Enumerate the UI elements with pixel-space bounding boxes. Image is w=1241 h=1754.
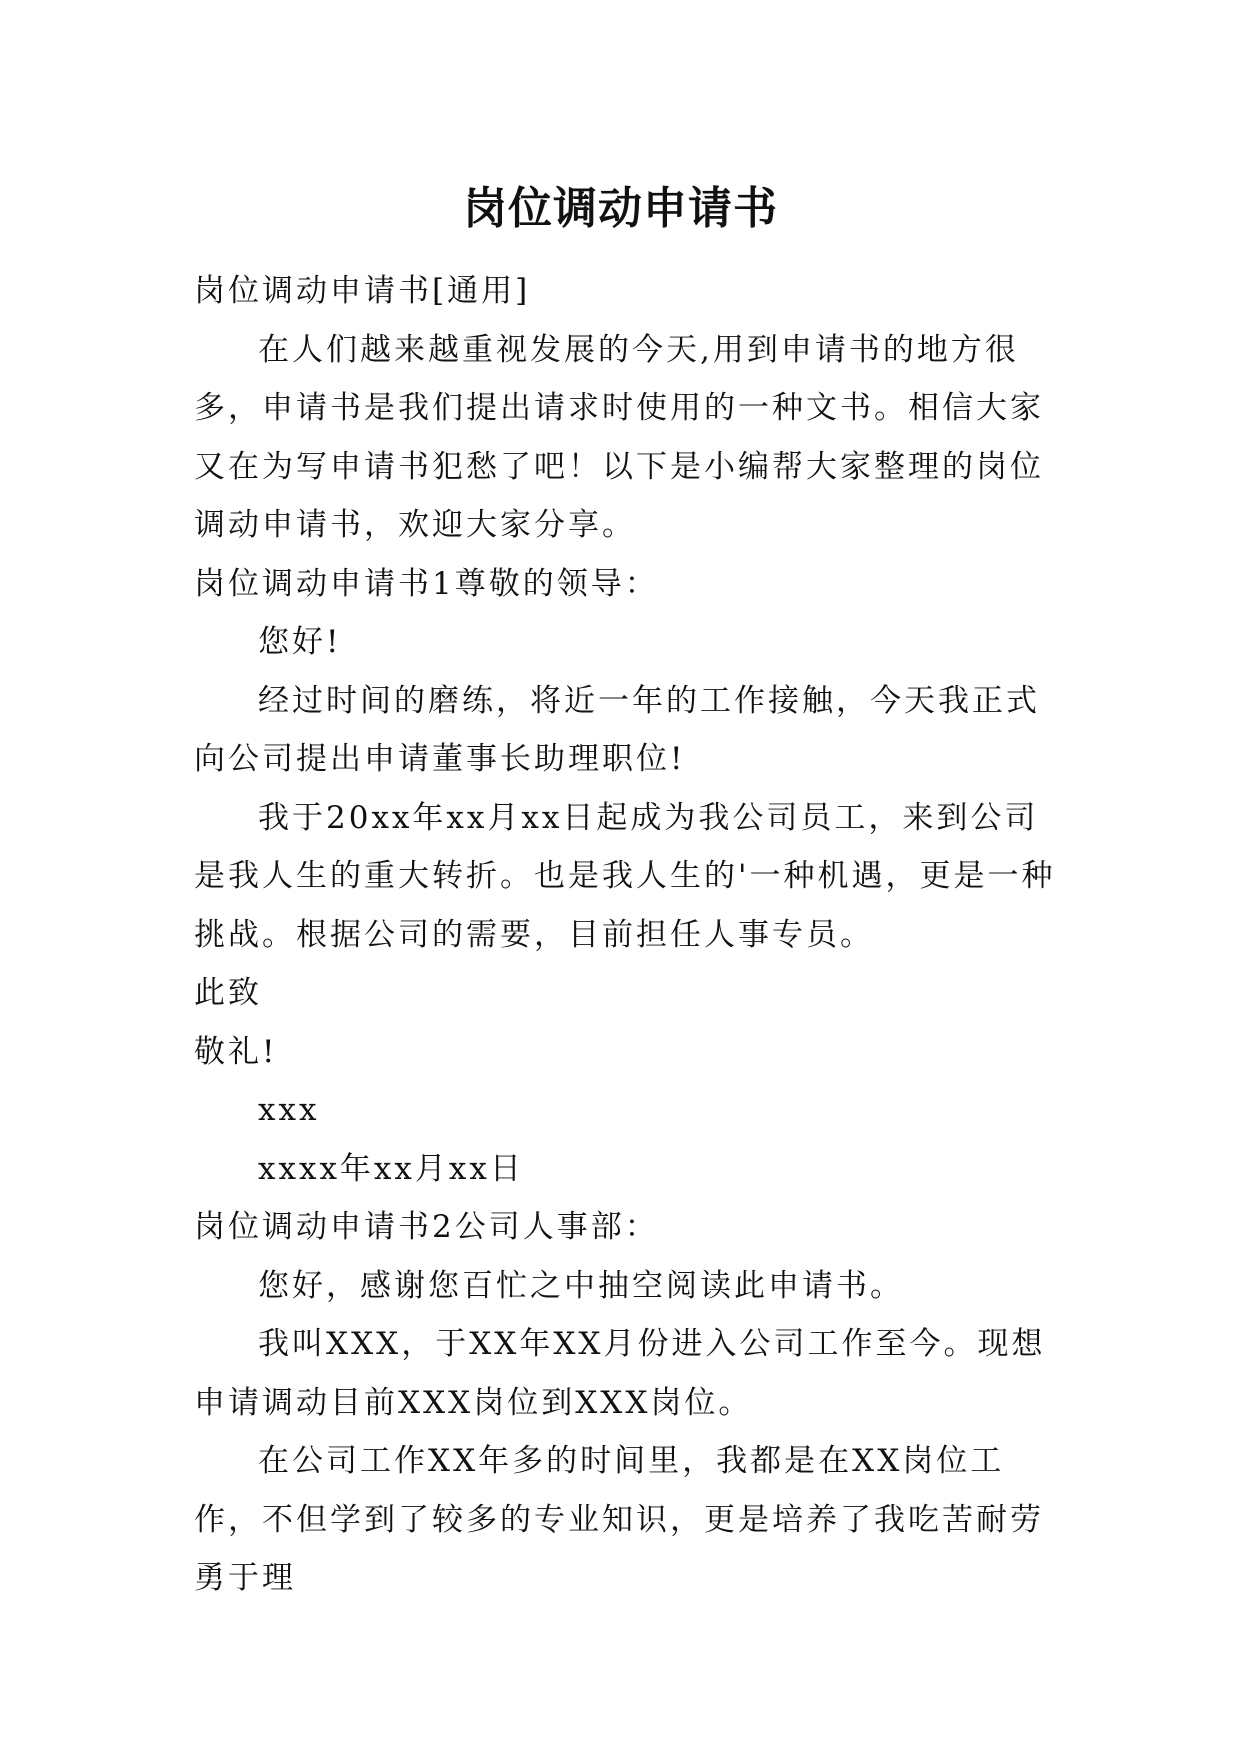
letter-1-signature: xxx	[258, 1092, 320, 1128]
letter-2-paragraph: 在公司工作XX年多的时间里，我都是在XX岗位工作，不但学到了较多的专业知识，更是培养了我吃苦耐劳勇于理	[194, 1443, 1044, 1596]
letter-1-paragraph: 经过时间的磨练，将近一年的工作接触，今天我正式向公司提出申请董事长助理职位!	[194, 682, 1040, 777]
letter-2-heading: 岗位调动申请书2公司人事部：	[194, 1209, 659, 1245]
letter-1-greeting: 您好!	[258, 624, 342, 660]
subtitle-paragraph: 岗位调动申请书[通用]	[194, 273, 531, 309]
letter-2-paragraph: 我叫XXX，于XX年XX月份进入公司工作至今。现想申请调动目前XXX岗位到XXX岗位。	[194, 1326, 1046, 1421]
letter-1-paragraph: 我于20xx年xx月xx日起成为我公司员工，来到公司是我人生的重大转折。也是我人生的'一种机遇，更是一种挑战。根据公司的需要，目前担任人事专员。	[194, 799, 1056, 953]
letter-1-date: xxxx年xx月xx日	[258, 1150, 524, 1187]
letter-1-salute: 敬礼!	[194, 1033, 278, 1070]
letter-1-heading: 岗位调动申请书1尊敬的领导：	[194, 565, 659, 602]
intro-paragraph: 在人们越来越重视发展的今天,用到申请书的地方很多，申请书是我们提出请求时使用的一种文书。相信大家又在为写申请书犯愁了吧！以下是小编帮大家整理的岗位调动申请书，欢迎大家分享。	[194, 331, 1044, 543]
letter-1-closing: 此致	[194, 975, 262, 1011]
document-body	[194, 262, 1064, 1608]
document-title: 岗位调动申请书	[463, 183, 778, 235]
letter-2-greeting: 您好，感谢您百忙之中抽空阅读此申请书。	[258, 1267, 904, 1304]
